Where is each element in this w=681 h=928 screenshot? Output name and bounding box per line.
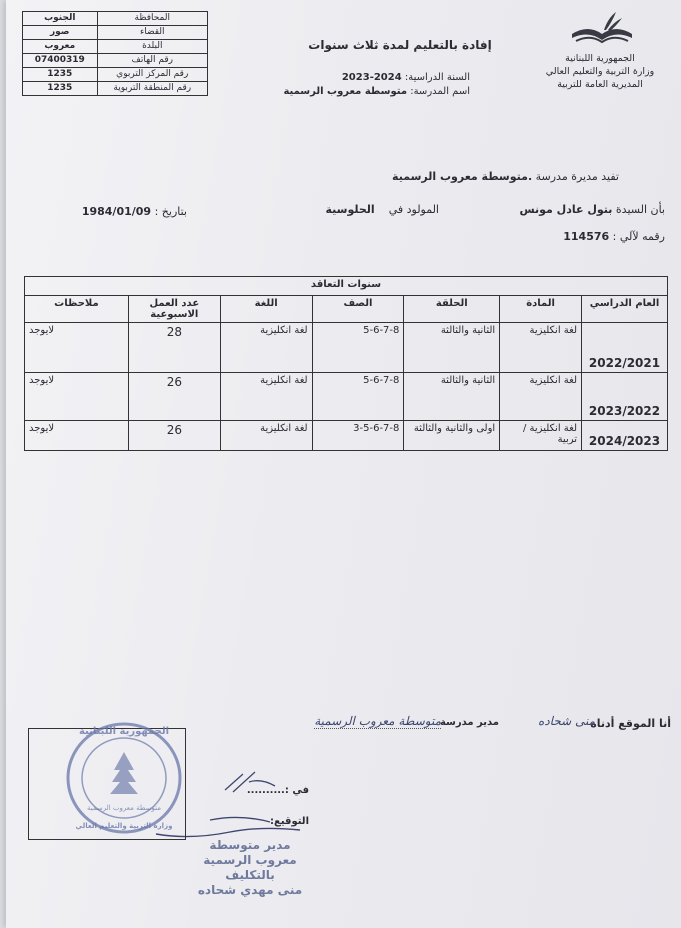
table-row: [25, 373, 668, 421]
director-label: مدير مدرسة: [439, 717, 499, 728]
contract-years-table: [24, 276, 668, 451]
info-row: [23, 40, 208, 54]
ministry-book-logo-icon: [566, 8, 638, 48]
info-value: الجنوب: [23, 12, 98, 26]
seal-text-bottom: وزارة التربية والتعليم العالي: [75, 822, 173, 830]
body-line-2: [519, 203, 665, 216]
info-row: [23, 54, 208, 68]
col-header-cycle: الحلقة: [404, 296, 500, 323]
info-value: 1235: [23, 82, 98, 96]
school-handwritten: متوسطة معروب الرسمية: [314, 714, 441, 728]
table-row: [25, 421, 668, 451]
col-header-hours: عدد العمل الاسبوعية: [128, 296, 220, 323]
cell-cycle: الثانية والثالثة: [404, 323, 500, 373]
cell-language: لغة انكليزية: [220, 373, 312, 421]
ministry-line1: الجمهورية اللبنانية: [565, 53, 635, 64]
info-value: 1235: [23, 68, 98, 82]
seal-text-middle: متوسطة معروب الرسمية: [87, 804, 161, 812]
info-label: رقم المنطقة التربوية: [97, 82, 207, 96]
seal-text-top: الجمهورية اللبنانية: [78, 726, 170, 737]
ministry-line2: وزارة التربية والتعليم العالي: [545, 66, 655, 77]
body-line-1: [392, 170, 619, 183]
ministry-header: [530, 52, 670, 91]
ministry-line3: المديرية العامة للتربية: [557, 79, 643, 90]
school-year-value: 2024-2023: [341, 72, 402, 83]
signer-name-handwritten: منى شحاده: [538, 714, 595, 728]
born-label: المولود في: [388, 203, 439, 216]
stamp-line3: منى مهدي شحاده: [197, 883, 303, 897]
info-row: [23, 26, 208, 40]
date-in-label: في :..........: [246, 785, 309, 796]
date-label: بتاريخ :: [154, 205, 187, 218]
table-caption: سنوات التعاقد: [25, 277, 668, 296]
cell-subject: لغة انكليزية / تربية: [500, 421, 582, 451]
cell-subject: لغة انكليزية: [500, 323, 582, 373]
cell-hours: 26: [128, 373, 220, 421]
info-label: القضاء: [97, 26, 207, 40]
stamp-line2: معروب الرسمية بالتكليف: [203, 853, 297, 882]
info-label: المحافظة: [97, 12, 207, 26]
cell-notes: لايوجد: [25, 373, 129, 421]
body-line-3: [563, 230, 665, 243]
person-name: بتول عادل مونس: [519, 203, 613, 216]
info-row: [23, 12, 208, 26]
school-year-label: السنة الدراسية:: [404, 72, 470, 83]
col-header-grades: الصف: [312, 296, 404, 323]
info-label: رقم الهاتف: [97, 54, 207, 68]
cell-grades: 3-5-6-7-8: [312, 421, 404, 451]
info-table: [22, 11, 208, 96]
cell-year: 2022/2021: [582, 323, 668, 373]
info-value: صور: [23, 26, 98, 40]
cell-grades: 5-6-7-8: [312, 373, 404, 421]
info-row: [23, 82, 208, 96]
info-value: معروب: [23, 40, 98, 54]
col-header-notes: ملاحظات: [25, 296, 129, 323]
birth-place-line: [325, 203, 439, 216]
info-label: البلدة: [97, 40, 207, 54]
cell-hours: 26: [128, 421, 220, 451]
col-header-subject: المادة: [500, 296, 582, 323]
cell-cycle: الثانية والثالثة: [404, 373, 500, 421]
body-name-prefix: بأن السيدة: [615, 203, 665, 216]
table-header-row: [25, 296, 668, 323]
cell-year: 2023/2022: [582, 373, 668, 421]
cell-subject: لغة انكليزية: [500, 373, 582, 421]
auto-number-label: رقمه لآلي :: [612, 230, 665, 243]
signature-label: التوقيع:: [270, 816, 309, 827]
col-header-year: العام الدراسي: [582, 296, 668, 323]
cell-notes: لايوجد: [25, 323, 129, 373]
director-stamp-text: [185, 838, 315, 898]
cell-grades: 5-6-7-8: [312, 323, 404, 373]
official-seal-icon: [60, 718, 190, 838]
school-name-line: [250, 86, 470, 97]
cell-notes: لايوجد: [25, 421, 129, 451]
auto-number: 114576: [563, 230, 610, 243]
school-year-line: [250, 72, 470, 83]
cell-year: 2024/2023: [582, 421, 668, 451]
birth-place: الحلوسية: [325, 203, 375, 216]
table-row: [25, 323, 668, 373]
birth-date: 1984/01/09: [81, 205, 152, 218]
cell-language: لغة انكليزية: [220, 323, 312, 373]
col-header-language: اللغة: [220, 296, 312, 323]
info-row: [23, 68, 208, 82]
signer-statement-label: أنا الموقع أدناه: [590, 717, 671, 730]
school-name-value: متوسطة معروب الرسمية: [283, 86, 408, 97]
body-prefix: تفيد مديرة مدرسة: [535, 170, 619, 183]
cell-hours: 28: [128, 323, 220, 373]
cell-cycle: اولى والثانية والثالثة: [404, 421, 500, 451]
document-title: إفادة بالتعليم لمدة ثلاث سنوات: [308, 38, 492, 52]
info-label: رقم المركز التربوي: [97, 68, 207, 82]
stamp-line1: مدير متوسطة: [209, 838, 291, 852]
birth-date-line: [82, 205, 187, 218]
cell-language: لغة انكليزية: [220, 421, 312, 451]
info-value: 07400319: [23, 54, 98, 68]
body-school: .متوسطة معروب الرسمية: [392, 170, 533, 183]
school-name-label: اسم المدرسة:: [410, 86, 470, 97]
date-scribble-icon: [215, 768, 290, 798]
